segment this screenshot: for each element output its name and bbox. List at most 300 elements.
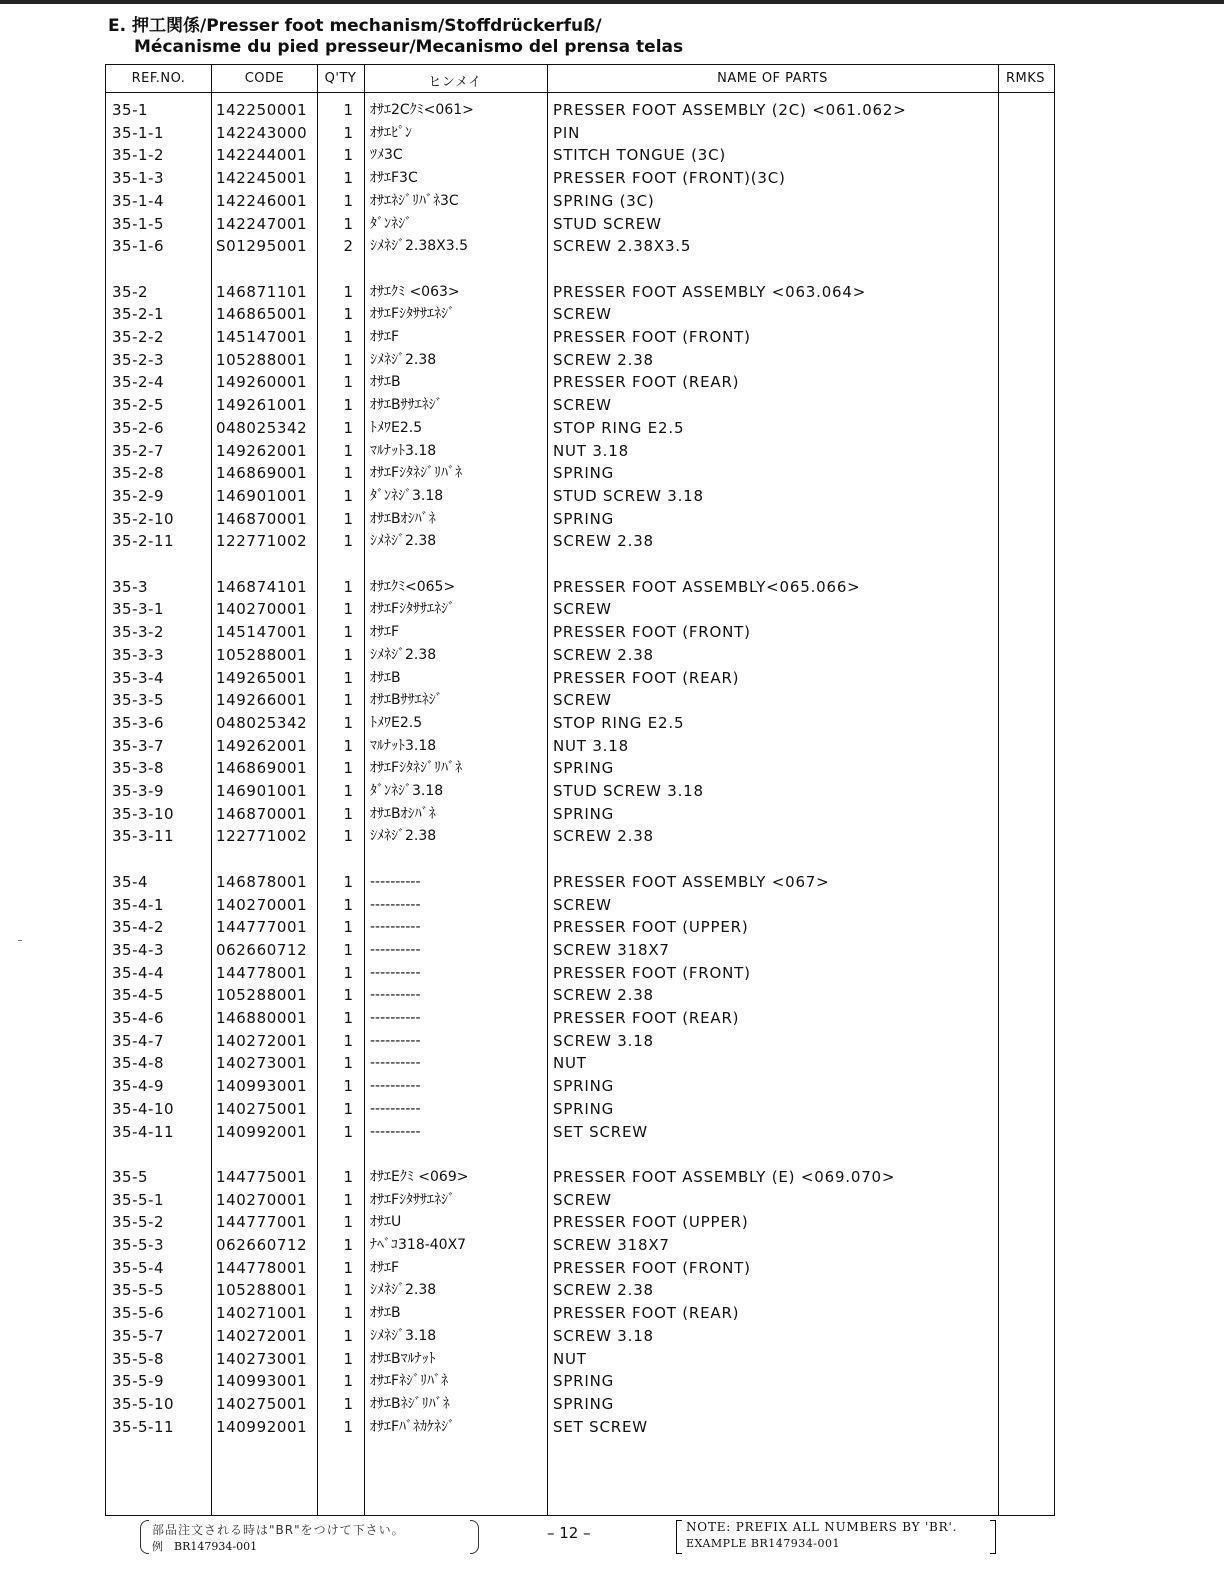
kana-name-cell: ｵｻｴF <box>370 329 400 345</box>
jp-example-text: 例 BR147934-001 <box>152 1540 258 1553</box>
kana-name-cell: ｵｻｴFｼﾀﾈｼﾞﾘﾊﾞﾈ <box>370 760 463 777</box>
table-row <box>106 803 1054 825</box>
code-cell: 140271001 <box>216 1304 308 1323</box>
part-name-cell: SPRING <box>553 1099 615 1118</box>
code-cell: 062660712 <box>216 1236 308 1254</box>
part-name-cell: PRESSER FOOT (REAR) <box>553 1009 740 1027</box>
code-cell: 146870001 <box>216 509 308 528</box>
part-name-cell: SCREW 2.38 <box>553 645 654 664</box>
code-cell: 146901001 <box>216 486 308 505</box>
code-cell: 122771002 <box>216 532 308 551</box>
ref-no-cell: 35-5 <box>112 1167 149 1186</box>
part-name-cell: PRESSER FOOT ASSEMBLY (E) <069.070> <box>553 1167 896 1186</box>
jp-note-text: 部品注文される時は"BR"をつけて下さい。 <box>152 1523 405 1537</box>
qty-cell: 1 <box>343 1258 353 1277</box>
qty-cell: 1 <box>343 1031 353 1050</box>
example-text: EXAMPLE BR147934-001 <box>686 1537 840 1550</box>
qty-cell: 1 <box>343 1009 353 1027</box>
part-name-cell: STUD SCREW 3.18 <box>553 782 704 800</box>
table-row <box>106 598 1054 620</box>
kana-name-cell: ---------- <box>370 1123 421 1140</box>
code-cell: 062660712 <box>216 940 308 959</box>
code-cell: 149260001 <box>216 373 308 392</box>
table-row <box>106 1211 1054 1233</box>
ref-no-cell: 35-3-11 <box>112 827 175 846</box>
qty-cell: 1 <box>343 577 353 596</box>
qty-cell: 1 <box>343 623 353 642</box>
header-code: CODE <box>244 71 285 86</box>
qty-cell: 1 <box>343 441 353 460</box>
code-cell: 140273001 <box>216 1054 308 1073</box>
qty-cell: 1 <box>343 1077 353 1096</box>
table-row <box>106 235 1054 257</box>
code-cell: 140992001 <box>216 1122 308 1141</box>
kana-name-cell: ｵｻｴFｼﾀﾈｼﾞﾘﾊﾞﾈ <box>370 465 463 482</box>
table-row <box>106 1166 1054 1188</box>
table-row <box>106 689 1054 711</box>
code-cell: 105288001 <box>216 645 308 664</box>
kana-name-cell: ｼﾒﾈｼﾞ2.38 <box>370 351 437 368</box>
qty-cell: 1 <box>343 963 353 982</box>
qty-cell: 1 <box>343 668 353 687</box>
table-row <box>106 349 1054 371</box>
code-cell: 146878001 <box>216 872 308 891</box>
table-row <box>106 167 1054 189</box>
ref-no-cell: 35-3-4 <box>112 668 164 687</box>
kana-name-cell: ｵｻｴFｼﾀｻｻｴﾈｼﾞ <box>370 1191 456 1208</box>
part-name-cell: PRESSER FOOT (REAR) <box>553 1304 740 1323</box>
ref-no-cell: 35-2-10 <box>112 509 175 528</box>
part-name-cell: PRESSER FOOT (REAR) <box>553 373 740 392</box>
table-row <box>106 916 1054 938</box>
ref-no-cell: 35-4-7 <box>112 1031 164 1050</box>
part-name-cell: PRESSER FOOT ASSEMBLY <067> <box>553 872 830 891</box>
code-cell: 146869001 <box>216 759 308 778</box>
part-name-cell: SPRING (3C) <box>553 191 655 210</box>
ref-no-cell: 35-5-11 <box>112 1417 175 1436</box>
table-row <box>106 576 1054 598</box>
title-line-2: Mécanisme du pied presseur/Mecanismo del prensa telas <box>134 37 684 57</box>
qty-cell: 1 <box>343 691 353 710</box>
qty-cell: 1 <box>343 1417 353 1436</box>
table-row <box>106 1257 1054 1279</box>
code-cell: 142244001 <box>216 146 308 165</box>
page-title <box>108 16 683 58</box>
kana-name-cell: ｵｻｴFﾊﾞﾈｶｹﾈｼﾞ <box>370 1418 456 1435</box>
code-cell: 140993001 <box>216 1077 308 1096</box>
header-qty: Q'TY <box>324 71 357 86</box>
kana-name-cell: ｵｻｴFﾈｼﾞﾘﾊﾞﾈ <box>370 1373 449 1390</box>
qty-cell: 1 <box>343 214 353 233</box>
part-name-cell: PRESSER FOOT (FRONT) <box>553 1258 751 1277</box>
ref-no-cell: 35-4 <box>112 872 149 891</box>
kana-name-cell: ｵｻｴｸﾐ<065> <box>370 578 456 595</box>
ref-no-cell: 35-4-6 <box>112 1009 164 1027</box>
qty-cell: 1 <box>343 1281 353 1300</box>
table-row <box>106 485 1054 507</box>
qty-cell: 1 <box>343 872 353 891</box>
title-line-1: E. 押工関係/Presser foot mechanism/Stoffdrückerfuß/ <box>108 16 602 36</box>
kana-name-cell: ｵｻｴF3C <box>370 170 418 187</box>
code-cell: 145147001 <box>216 623 308 642</box>
part-name-cell: SPRING <box>553 464 615 483</box>
code-cell: 140270001 <box>216 600 308 619</box>
table-row <box>106 326 1054 348</box>
table-header <box>106 65 1054 93</box>
kana-name-cell: ｵｻｴB <box>370 374 401 391</box>
part-name-cell: STOP RING E2.5 <box>553 418 685 437</box>
ref-no-cell: 35-2-1 <box>112 305 164 324</box>
qty-cell: 1 <box>343 600 353 619</box>
table-row <box>106 780 1054 802</box>
code-cell: 146870001 <box>216 804 308 823</box>
part-name-cell: SCREW <box>553 396 612 415</box>
kana-name-cell: ｵｻｴFｼﾀｻｻｴﾈｼﾞ <box>370 601 456 618</box>
part-name-cell: SCREW 3.18 <box>553 1326 654 1345</box>
kana-name-cell: ---------- <box>370 1055 421 1072</box>
part-name-cell: SET SCREW <box>553 1122 648 1141</box>
ref-no-cell: 35-4-1 <box>112 895 164 914</box>
table-row <box>106 894 1054 916</box>
part-name-cell: SCREW <box>553 600 612 619</box>
part-name-cell: PRESSER FOOT (REAR) <box>553 668 740 687</box>
table-row <box>106 144 1054 166</box>
qty-cell: 1 <box>343 895 353 914</box>
kana-name-cell: ｵｻｴBｵｼﾊﾞﾈ <box>370 510 436 527</box>
code-cell: 146880001 <box>216 1009 308 1027</box>
part-name-cell: SCREW 2.38 <box>553 986 654 1005</box>
ref-no-cell: 35-2-9 <box>112 486 164 505</box>
part-name-cell: NUT <box>553 1054 587 1073</box>
part-name-cell: SCREW 318X7 <box>553 940 670 959</box>
table-row <box>106 371 1054 393</box>
table-row <box>106 735 1054 757</box>
part-name-cell: PRESSER FOOT (FRONT) <box>553 328 751 346</box>
kana-name-cell: ｼﾒﾈｼﾞ2.38 <box>370 828 437 845</box>
qty-cell: 1 <box>343 396 353 415</box>
table-row <box>106 712 1054 734</box>
code-cell: 144778001 <box>216 1258 308 1277</box>
code-cell: 144775001 <box>216 1167 308 1186</box>
qty-cell: 1 <box>343 1236 353 1254</box>
table-row <box>106 1416 1054 1438</box>
part-name-cell: PRESSER FOOT ASSEMBLY <063.064> <box>553 282 867 301</box>
table-row <box>106 621 1054 643</box>
kana-name-cell: ｵｻｴﾈｼﾞﾘﾊﾞﾈ3C <box>370 192 459 209</box>
qty-cell: 1 <box>343 532 353 551</box>
ref-no-cell: 35-3 <box>112 577 149 596</box>
kana-name-cell: ﾀﾞﾝﾈｼﾞ3.18 <box>370 783 444 799</box>
part-name-cell: SPRING <box>553 1394 615 1413</box>
qty-cell: 1 <box>343 101 353 119</box>
qty-cell: 1 <box>343 418 353 437</box>
ref-no-cell: 35-5-3 <box>112 1236 164 1254</box>
part-name-cell: SPRING <box>553 1077 615 1096</box>
table-row <box>106 1348 1054 1370</box>
code-cell: 142243000 <box>216 123 308 142</box>
note-text: NOTE: PREFIX ALL NUMBERS BY 'BR'. <box>686 1520 958 1534</box>
table-row <box>106 825 1054 847</box>
part-name-cell: SCREW 2.38 <box>553 350 654 369</box>
code-cell: 144778001 <box>216 963 308 982</box>
qty-cell: 1 <box>343 1054 353 1073</box>
kana-name-cell: ｵｻｴBﾈｼﾞﾘﾊﾞﾈ <box>370 1395 450 1412</box>
part-name-cell: STUD SCREW <box>553 214 662 233</box>
code-cell: 144777001 <box>216 918 308 937</box>
ref-no-cell: 35-1 <box>112 101 149 119</box>
qty-cell: 1 <box>343 782 353 800</box>
code-cell: 140993001 <box>216 1372 308 1391</box>
qty-cell: 1 <box>343 645 353 664</box>
table-row <box>106 939 1054 961</box>
ref-no-cell: 35-3-3 <box>112 645 164 664</box>
table-row <box>106 440 1054 462</box>
ref-no-cell: 35-2-7 <box>112 441 164 460</box>
code-cell: 140270001 <box>216 895 308 914</box>
margin-mark <box>18 940 22 941</box>
kana-name-cell: ﾂﾒ3C <box>370 147 403 164</box>
table-row <box>106 462 1054 484</box>
table-row <box>106 1098 1054 1120</box>
header-rmks: RMKS <box>1005 71 1046 86</box>
kana-name-cell: ｵｻｴF <box>370 1259 400 1276</box>
kana-name-cell: ﾄﾒﾜE2.5 <box>370 714 423 731</box>
qty-cell: 1 <box>343 1213 353 1232</box>
qty-cell: 1 <box>343 1099 353 1118</box>
kana-name-cell: ﾅﾍﾞｺ318-40X7 <box>370 1237 467 1253</box>
code-cell: 105288001 <box>216 986 308 1005</box>
table-row <box>106 1279 1054 1301</box>
ref-no-cell: 35-5-9 <box>112 1372 164 1391</box>
kana-name-cell: ﾀﾞﾝﾈｼﾞ3.18 <box>370 487 444 504</box>
part-name-cell: NUT 3.18 <box>553 441 629 460</box>
ref-no-cell: 35-2 <box>112 282 149 301</box>
qty-cell: 1 <box>343 373 353 392</box>
bracket-right <box>990 1520 996 1554</box>
kana-name-cell: ---------- <box>370 873 421 890</box>
part-name-cell: SPRING <box>553 509 615 528</box>
kana-name-cell: ---------- <box>370 1078 421 1095</box>
header-kana: ヒンメイ <box>428 75 482 90</box>
part-name-cell: PRESSER FOOT (FRONT) <box>553 963 751 982</box>
kana-name-cell: ---------- <box>370 964 421 981</box>
ref-no-cell: 35-1-1 <box>112 123 164 142</box>
kana-name-cell: ｼﾒﾈｼﾞ2.38 <box>370 646 437 663</box>
part-name-cell: SCREW 2.38 <box>553 827 654 846</box>
code-cell: 149261001 <box>216 396 308 415</box>
code-cell: 145147001 <box>216 328 308 346</box>
ref-no-cell: 35-3-6 <box>112 713 164 732</box>
qty-cell: 1 <box>343 1304 353 1323</box>
ref-no-cell: 35-4-11 <box>112 1122 175 1141</box>
ref-no-cell: 35-1-4 <box>112 191 164 210</box>
table-row <box>106 1189 1054 1211</box>
ref-no-cell: 35-3-9 <box>112 782 164 800</box>
qty-cell: 1 <box>343 350 353 369</box>
qty-cell: 1 <box>343 918 353 937</box>
part-name-cell: SCREW 3.18 <box>553 1031 654 1050</box>
qty-cell: 1 <box>343 123 353 142</box>
table-row <box>106 1121 1054 1143</box>
kana-name-cell: ---------- <box>370 1100 421 1117</box>
ref-no-cell: 35-3-7 <box>112 736 164 755</box>
table-row <box>106 871 1054 893</box>
code-cell: 140275001 <box>216 1394 308 1413</box>
bracket-left <box>140 1520 149 1554</box>
kana-name-cell: ｵｻｴﾋﾟﾝ <box>370 124 412 141</box>
header-name-of-parts: NAME OF PARTS <box>717 71 828 86</box>
code-cell: 146869001 <box>216 464 308 483</box>
bracket-right <box>470 1520 479 1554</box>
ref-no-cell: 35-5-6 <box>112 1304 164 1323</box>
table-row <box>106 1302 1054 1324</box>
kana-name-cell: ﾏﾙﾅｯﾄ3.18 <box>370 442 437 459</box>
kana-name-cell: ｵｻｴBｻｻｴﾈｼﾞ <box>370 692 443 709</box>
part-name-cell: SPRING <box>553 1372 615 1391</box>
qty-cell: 1 <box>343 736 353 755</box>
ref-no-cell: 35-2-6 <box>112 418 164 437</box>
table-row <box>106 1370 1054 1392</box>
kana-name-cell: ｵｻｴB <box>370 1305 401 1322</box>
code-cell: 140272001 <box>216 1326 308 1345</box>
part-name-cell: SET SCREW <box>553 1417 648 1436</box>
part-name-cell: SCREW 2.38X3.5 <box>553 237 692 256</box>
code-cell: 048025342 <box>216 713 308 732</box>
ref-no-cell: 35-4-9 <box>112 1077 164 1096</box>
qty-cell: 1 <box>343 464 353 483</box>
qty-cell: 1 <box>343 759 353 778</box>
kana-name-cell: ｵｻｴBｵｼﾊﾞﾈ <box>370 805 436 822</box>
table-row <box>106 213 1054 235</box>
kana-name-cell: ｼﾒﾈｼﾞ2.38X3.5 <box>370 238 469 255</box>
qty-cell: 1 <box>343 169 353 188</box>
part-name-cell: SCREW 2.38 <box>553 1281 654 1300</box>
kana-name-cell: ｵｻｴFｼﾀｻｻｴﾈｼﾞ <box>370 306 456 323</box>
qty-cell: 1 <box>343 827 353 846</box>
part-name-cell: STITCH TONGUE (3C) <box>553 146 727 165</box>
table-row <box>106 667 1054 689</box>
kana-name-cell: ---------- <box>370 896 421 913</box>
qty-cell: 1 <box>343 305 353 324</box>
part-name-cell: PRESSER FOOT (UPPER) <box>553 918 749 937</box>
kana-name-cell: ﾏﾙﾅｯﾄ3.18 <box>370 737 437 754</box>
code-cell: 140270001 <box>216 1190 308 1209</box>
code-cell: 142247001 <box>216 214 308 233</box>
table-row <box>106 99 1054 121</box>
ref-no-cell: 35-2-3 <box>112 350 164 369</box>
kana-name-cell: ｵｻｴBﾏﾙﾅｯﾄ <box>370 1350 436 1367</box>
qty-cell: 1 <box>343 1122 353 1141</box>
table-row <box>106 394 1054 416</box>
table-row <box>106 1325 1054 1347</box>
ref-no-cell: 35-4-4 <box>112 963 164 982</box>
ref-no-cell: 35-5-4 <box>112 1258 164 1277</box>
part-name-cell: NUT 3.18 <box>553 736 629 755</box>
code-cell: 105288001 <box>216 350 308 369</box>
qty-cell: 1 <box>343 713 353 732</box>
ref-no-cell: 35-5-7 <box>112 1326 164 1345</box>
table-row <box>106 757 1054 779</box>
ref-no-cell: 35-5-10 <box>112 1394 175 1413</box>
table-row <box>106 962 1054 984</box>
kana-name-cell: ---------- <box>370 941 421 958</box>
ref-no-cell: 35-4-3 <box>112 940 164 959</box>
part-name-cell: NUT <box>553 1349 587 1368</box>
qty-cell: 1 <box>343 191 353 210</box>
qty-cell: 1 <box>343 804 353 823</box>
table-row <box>106 1234 1054 1256</box>
qty-cell: 1 <box>343 1394 353 1413</box>
ref-no-cell: 35-3-10 <box>112 804 175 823</box>
kana-name-cell: ｵｻｴB <box>370 669 401 686</box>
table-row <box>106 122 1054 144</box>
ref-no-cell: 35-1-2 <box>112 146 164 165</box>
part-name-cell: PRESSER FOOT (FRONT) <box>553 623 751 642</box>
part-name-cell: SCREW 318X7 <box>553 1236 670 1254</box>
code-cell: 105288001 <box>216 1281 308 1300</box>
kana-name-cell: ｵｻｴEｸﾐ <069> <box>370 1168 469 1185</box>
bracket-left <box>676 1520 682 1554</box>
ref-no-cell: 35-3-8 <box>112 759 164 778</box>
part-name-cell: PIN <box>553 123 581 142</box>
ref-no-cell: 35-2-2 <box>112 328 164 346</box>
code-cell: 149265001 <box>216 668 308 687</box>
table-row <box>106 1007 1054 1029</box>
part-name-cell: PRESSER FOOT ASSEMBLY (2C) <061.062> <box>553 101 907 119</box>
ref-no-cell: 35-5-2 <box>112 1213 164 1232</box>
code-cell: 140272001 <box>216 1031 308 1050</box>
kana-name-cell: ｵｻｴ2Cｸﾐ<061> <box>370 102 474 118</box>
qty-cell: 1 <box>343 940 353 959</box>
qty-cell: 1 <box>343 282 353 301</box>
qty-cell: 1 <box>343 986 353 1005</box>
ref-no-cell: 35-2-11 <box>112 532 175 551</box>
qty-cell: 1 <box>343 1349 353 1368</box>
part-name-cell: SCREW <box>553 895 612 914</box>
qty-cell: 2 <box>343 237 353 256</box>
table-row <box>106 1075 1054 1097</box>
kana-name-cell: ｼﾒﾈｼﾞ2.38 <box>370 533 437 550</box>
table-row <box>106 644 1054 666</box>
qty-cell: 1 <box>343 1190 353 1209</box>
part-name-cell: SPRING <box>553 759 615 778</box>
ref-no-cell: 35-1-3 <box>112 169 164 188</box>
ref-no-cell: 35-2-4 <box>112 373 164 392</box>
ref-no-cell: 35-4-5 <box>112 986 164 1005</box>
qty-cell: 1 <box>343 509 353 528</box>
code-cell: 140992001 <box>216 1417 308 1436</box>
code-cell: 048025342 <box>216 418 308 437</box>
table-row <box>106 303 1054 325</box>
code-cell: 146871101 <box>216 282 308 301</box>
table-row <box>106 190 1054 212</box>
code-cell: 140275001 <box>216 1099 308 1118</box>
part-name-cell: SCREW <box>553 1190 612 1209</box>
table-row <box>106 530 1054 552</box>
ref-no-cell: 35-5-5 <box>112 1281 164 1300</box>
code-cell: 142246001 <box>216 191 308 210</box>
qty-cell: 1 <box>343 1326 353 1345</box>
qty-cell: 1 <box>343 1372 353 1391</box>
code-cell: 146874101 <box>216 577 308 596</box>
kana-name-cell: ｼﾒﾈｼﾞ3.18 <box>370 1327 437 1344</box>
kana-name-cell: ｵｻｴU <box>370 1214 402 1231</box>
table-row <box>106 1393 1054 1415</box>
part-name-cell: PRESSER FOOT (FRONT)(3C) <box>553 169 786 188</box>
table-row <box>106 1030 1054 1052</box>
ref-no-cell: 35-5-8 <box>112 1349 164 1368</box>
part-name-cell: STUD SCREW 3.18 <box>553 486 704 505</box>
